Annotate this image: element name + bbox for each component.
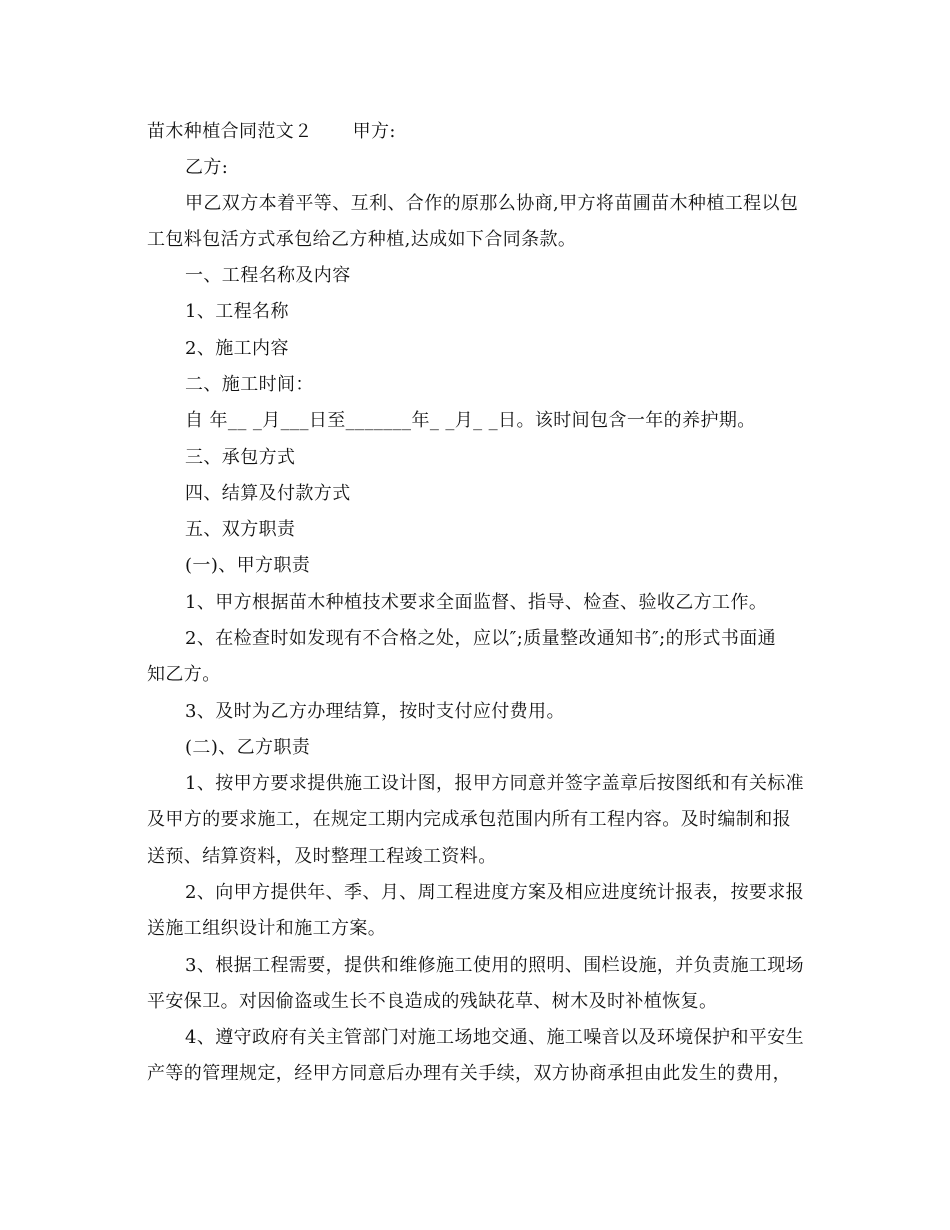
party-b-duty-1-line-1: 1、按甲方要求提供施工设计图，报甲方同意并签字盖章后按图纸和有关标准 — [185, 773, 805, 794]
section-4-heading: 四、结算及付款方式 — [185, 483, 351, 504]
party-b-duty-1-line-3: 送预、结算资料，及时整理工程竣工资料。 — [147, 846, 497, 867]
section-2-heading: 二、施工时间： — [185, 374, 314, 395]
party-a-duty-2-line-1: 2、在检查时如发现有不合格之处，应以″;质量整改通知书″;的形式书面通 — [185, 628, 777, 649]
item-1-2: 2、施工内容 — [185, 338, 289, 359]
section-3-heading: 三、承包方式 — [185, 447, 296, 468]
section-5-heading: 五、双方职责 — [185, 519, 296, 540]
party-b-duty-1-line-2: 及甲方的要求施工，在规定工期内完成承包范围内所有工程内容。及时编制和报 — [147, 809, 791, 830]
period-text: 自 年__ _月___日至_______年_ _月_ _日。该时间包含一年的养护期。 — [185, 410, 756, 431]
item-1-1: 1、工程名称 — [185, 301, 289, 322]
party-b-duty-4-line-1: 4、遵守政府有关主管部门对施工场地交通、施工噪音以及环境保护和平安生 — [185, 1027, 805, 1048]
section-1-heading: 一、工程名称及内容 — [185, 265, 351, 286]
party-b-label: 乙方: — [185, 157, 229, 178]
intro-line-2: 工包料包活方式承包给乙方种植,达成如下合同条款。 — [147, 229, 577, 250]
party-a-duty-1: 1、甲方根据苗木种植技术要求全面监督、指导、检查、验收乙方工作。 — [185, 592, 768, 613]
title-line — [147, 120, 396, 144]
document-title: 苗木种植合同范文２ — [147, 121, 313, 142]
party-b-duty-4-line-2: 产等的管理规定，经甲方同意后办理有关手续，双方协商承担由此发生的费用， — [147, 1063, 791, 1084]
party-b-duty-3-line-1: 3、根据工程需要，提供和维修施工使用的照明、围栏设施，并负责施工现场 — [185, 955, 805, 976]
party-a-label: 甲方: — [352, 121, 396, 142]
party-b-duty-2-line-1: 2、向甲方提供年、季、月、周工程进度方案及相应进度统计报表，按要求报 — [185, 882, 805, 903]
sub-heading-party-a: (一)、甲方职责 — [185, 555, 311, 576]
intro-line-1: 甲乙双方本着平等、互利、合作的原那么协商,甲方将苗圃苗木种植工程以包 — [185, 193, 799, 214]
sub-heading-party-b: (二)、乙方职责 — [185, 737, 311, 758]
party-b-duty-2-line-2: 送施工组织设计和施工方案。 — [147, 918, 387, 939]
party-b-duty-3-line-2: 平安保卫。对因偷盗或生长不良造成的残缺花草、树木及时补植恢复。 — [147, 991, 718, 1012]
party-a-duty-3: 3、及时为乙方办理结算，按时支付应付费用。 — [185, 701, 565, 722]
party-a-duty-2-line-2: 知乙方。 — [147, 664, 221, 685]
